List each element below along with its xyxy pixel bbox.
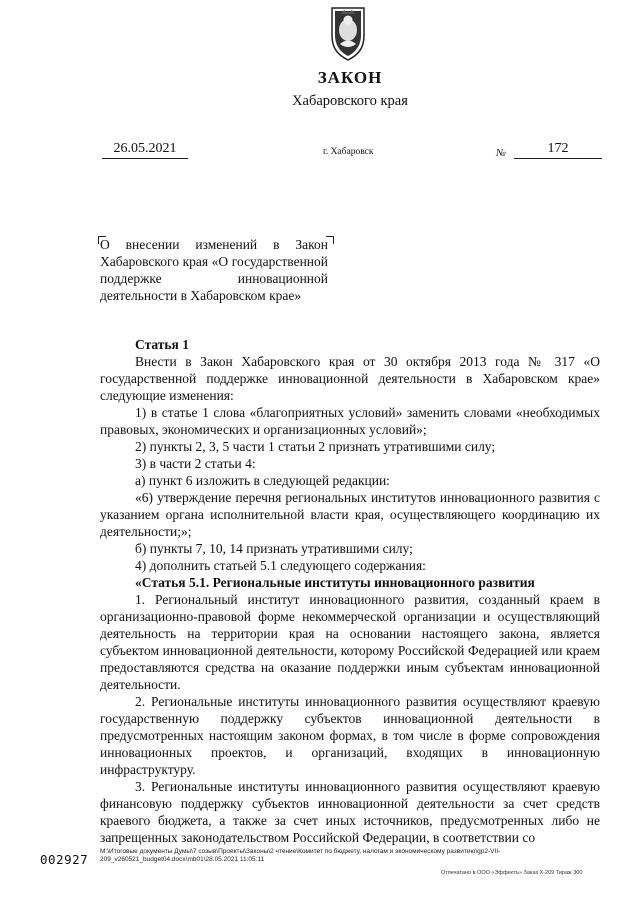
paragraph: 1) в статье 1 слова «благоприятных условий» заменить словами «необходимых правовых, экономических и организационных условий»; <box>100 405 600 437</box>
paragraph: 1. Региональный институт инновационного развития, созданный краем в организационно-правовой форме некоммерческой организации и осуществляющий деятельность на территории края на основании настоящего закона, является субъектом инновационной деятельности, которому Российской Федерацией или краем предоставляются средства на оказание поддержки иным субъектам инновационной деятельности. <box>100 592 600 692</box>
paragraph: 4) дополнить статьей 5.1 следующего содержания: <box>135 558 426 573</box>
article-heading: Статья 1 <box>135 337 189 352</box>
paragraph: «6) утверждение перечня региональных институтов инновационного развития с указанием органа исполнительной власти края, осуществляющего координацию их деятельности;»; <box>100 490 600 539</box>
law-date: 26.05.2021 <box>102 141 188 159</box>
paragraph: 2. Региональные институты инновационного развития осуществляют краевую государственную поддержку субъектов инновационной деятельности в предусмотренных настоящим законом формах, в том числе в форме сопровождения инновационных проектов, и организаций, входящих в инновационную инфраструктуру. <box>100 694 600 777</box>
city-name: г. Хабаровск <box>323 147 374 157</box>
paragraph: а) пункт 6 изложить в следующей редакции: <box>135 473 390 488</box>
paragraph: 2) пункты 2, 3, 5 части 1 статьи 2 признать утратившими силу; <box>135 439 496 454</box>
paragraph: 3. Региональные институты инновационного развития осуществляют краевую финансовую поддержку субъектов инновационной деятельности за счет средств краевого бюджета, а также за счет иных источников, предусмотренных либо не запрещенных законодательством Российской Федерации, в соответствии со <box>100 779 600 845</box>
coat-of-arms-icon <box>328 6 368 62</box>
region-name: Хабаровского края <box>292 93 408 109</box>
paragraph: 3) в части 2 статьи 4: <box>135 456 256 471</box>
law-body <box>100 336 600 846</box>
file-path: M:\Итоговые документы Думы\7 созыв\Проекты\Законы\2 чтение\Комитет по бюджету, налогам и экономическому развитию\gp2-VII-209_v260521_budget04.docx\mb01\28.05.2021 11:05:11 <box>100 848 501 863</box>
law-subject: О внесении изменений в Закон Хабаровского края «О государственной поддержке инновационной деятельности в Хабаровском крае» <box>100 237 328 303</box>
article-5-1-heading: «Статья 5.1. Региональные институты инновационного развития <box>135 575 535 590</box>
number-sign: № <box>496 148 506 159</box>
print-note: Отпечатано в ООО «Эффектъ» Заказ X-209 Тираж 300 <box>441 870 583 876</box>
law-title: ЗАКОН <box>317 68 383 87</box>
paragraph: Внести в Закон Хабаровского края от 30 октября 2013 года № 317 «О государственной поддержке инновационной деятельности в Хабаровском крае» следующие изменения: <box>100 354 600 403</box>
document-code: 002927 <box>40 852 89 867</box>
law-number: 172 <box>514 141 602 159</box>
paragraph: б) пункты 7, 10, 14 признать утратившими силу; <box>135 541 413 556</box>
